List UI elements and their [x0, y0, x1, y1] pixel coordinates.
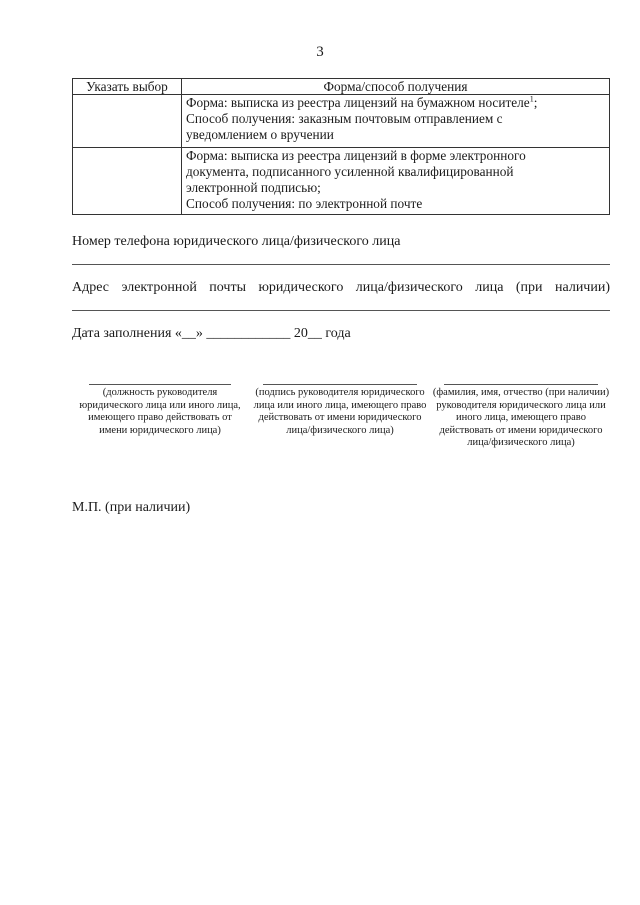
position-line[interactable]: [89, 384, 231, 385]
fullname-caption: (фамилия, имя, отчество (при наличии) руководителя юридического лица или иного лица, имеющего право действовать от имени юридического лица/физического лица): [432, 387, 610, 448]
email-input-line[interactable]: [72, 310, 610, 311]
position-signature-block: [78, 384, 242, 437]
receipt-method-table: [72, 78, 610, 215]
footnote-mark: 1: [529, 94, 534, 104]
form-line: Форма: выписка из реестра лицензий в форме электронного: [186, 148, 526, 163]
page-number: 3: [316, 44, 324, 60]
fill-date[interactable]: Дата заполнения «__» ____________ 20__ года: [72, 326, 351, 341]
table-row: [73, 148, 610, 215]
signature-line[interactable]: [263, 384, 417, 385]
form-line: Форма: выписка из реестра лицензий на бумажном носителе$^1$;: [186, 94, 538, 110]
signature-block: [252, 384, 428, 437]
form-cell-electronic: [182, 148, 610, 215]
signature-caption: (подпись руководителя юридического лица или иного лица, имеющего право действовать от имени юридического лица/физического лица): [253, 387, 427, 436]
form-line: уведомлением о вручении: [186, 127, 334, 142]
form-line: документа, подписанного усиленной квалифицированной: [186, 164, 514, 179]
email-field: [72, 280, 610, 311]
phone-input-line[interactable]: [72, 264, 610, 265]
email-label: Адрес электронной почты юридического лица/физического лица (при наличии): [72, 280, 610, 295]
form-line: Способ получения: заказным почтовым отправлением с: [186, 111, 503, 126]
form-line: электронной подписью;: [186, 180, 321, 195]
form-line: Способ получения: по электронной почте: [186, 196, 423, 211]
position-caption: (должность руководителя юридического лица или иного лица, имеющего право действовать от имени юридического лица): [79, 387, 241, 436]
fullname-signature-block: [432, 384, 610, 450]
header-form: Форма/способ получения: [182, 79, 610, 95]
form-cell-paper: [182, 95, 610, 148]
stamp-label: М.П. (при наличии): [72, 500, 191, 515]
fullname-line[interactable]: [444, 384, 598, 385]
table-header-row: [73, 79, 610, 95]
table-row: [73, 95, 610, 148]
select-cell-electronic[interactable]: [73, 148, 182, 215]
phone-field: [72, 234, 610, 265]
select-cell-paper[interactable]: [73, 95, 182, 148]
header-select: Указать выбор: [73, 79, 182, 95]
phone-label: Номер телефона юридического лица/физического лица: [72, 234, 401, 249]
